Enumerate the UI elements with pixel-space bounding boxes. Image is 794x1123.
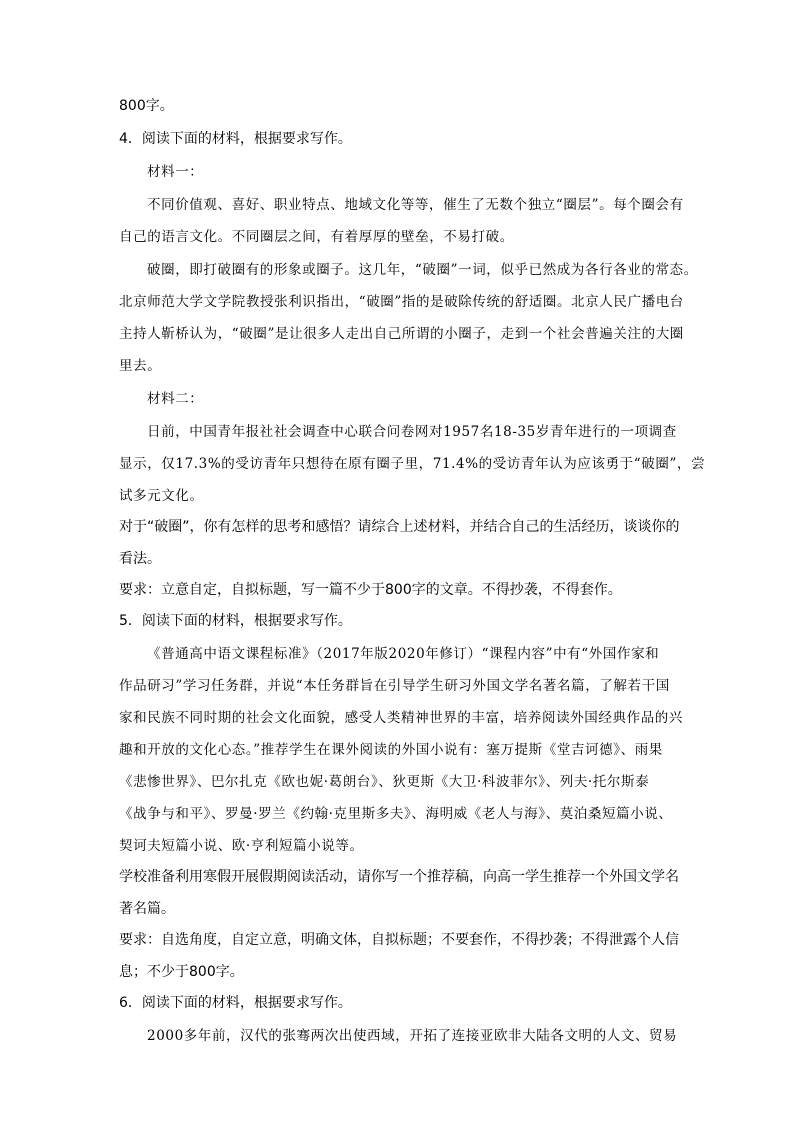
text-line: 里去。: [119, 358, 162, 374]
requirement-line: 要求：自选角度，自定立意，明确文体，自拟标题；不要套作，不得抄袭；不得泄露个人信: [119, 932, 679, 948]
text-line: 北京师范大学文学院教授张利识指出，“破圈”指的是破除传统的舒适圈。北京人民广播电台: [119, 294, 684, 310]
requirement-line: 要求：立意自定，自拟标题，写一篇不少于800字的文章。不得抄袭，不得套作。: [119, 582, 622, 598]
text-line: 试多元文化。: [119, 488, 204, 504]
material-label: 材料一：: [147, 164, 204, 180]
text-line: 作品研习”学习任务群，并说“本任务群旨在引导学生研习外国文学名著名篇，了解若干国: [119, 678, 670, 694]
text-line: 《普通高中语文课程标准》（2017年版2020年修订）“课程内容”中有“外国作家和: [147, 646, 660, 662]
document-page: [119, 96, 706, 1046]
question-heading: 5．阅读下面的材料，根据要求写作。: [119, 613, 352, 629]
text-line: 趣和开放的文化心态。”推荐学生在课外阅读的外国小说有：塞万提斯《堂吉诃德》、雨果: [119, 742, 663, 758]
question-heading: 4．阅读下面的材料，根据要求写作。: [119, 131, 352, 147]
prompt-line: 看法。: [119, 551, 161, 567]
text-line: 日前，中国青年报社社会调查中心联合问卷网对1957名18-35岁青年进行的一项调查: [147, 424, 677, 440]
text-line: 主持人靳桥认为，“破圈”是让很多人走出自己所谓的小圈子，走到一个社会普遍关注的大圈: [119, 326, 684, 342]
text-line: 《悲惨世界》、巴尔扎克《欧也妮·葛朗台》、狄更斯《大卫·科波菲尔》、列夫·托尔斯泰: [119, 774, 650, 790]
text-line: 800字。: [119, 98, 174, 114]
text-line: 不同价值观、喜好、职业特点、地域文化等等，催生了无数个独立“圈层”。每个圈会有: [147, 197, 684, 213]
requirement-line: 息；不少于800字。: [119, 964, 244, 980]
text-line: 显示，仅17.3%的受访青年只想待在原有圈子里，71.4%的受访青年认为应该勇于“破圈”，尝: [119, 456, 706, 472]
text-line: 自己的语言文化。不同圈层之间，有着厚厚的壁垒，不易打破。: [119, 229, 514, 245]
question-heading: 6．阅读下面的材料，根据要求写作。: [119, 995, 352, 1011]
prompt-line: 著名篇。: [119, 901, 175, 917]
material-label: 材料二：: [147, 391, 204, 407]
text-line: 2000多年前，汉代的张骞两次出使西域，开拓了连接亚欧非大陆各文明的人文、贸易: [147, 1028, 678, 1044]
text-line: 家和民族不同时期的社会文化面貌，感受人类精神世界的丰富，培养阅读外国经典作品的兴: [119, 710, 683, 726]
text-line: 契诃夫短篇小说、欧·亨利短篇小说等。: [119, 838, 364, 854]
text-line: 《战争与和平》、罗曼·罗兰《约翰·克里斯多夫》、海明威《老人与海》、莫泊桑短篇小说、: [119, 806, 673, 822]
prompt-line: 学校准备利用寒假开展假期阅读活动，请你写一个推荐稿，向高一学生推荐一个外国文学名: [119, 869, 679, 885]
prompt-line: 对于“破圈”，你有怎样的思考和感悟？请综合上述材料，并结合自己的生活经历，谈谈你的: [119, 519, 680, 535]
text-line: 破圈，即打破圈有的形象或圈子。这几年，“破圈”一词，似乎已然成为各行各业的常态。: [147, 262, 698, 278]
